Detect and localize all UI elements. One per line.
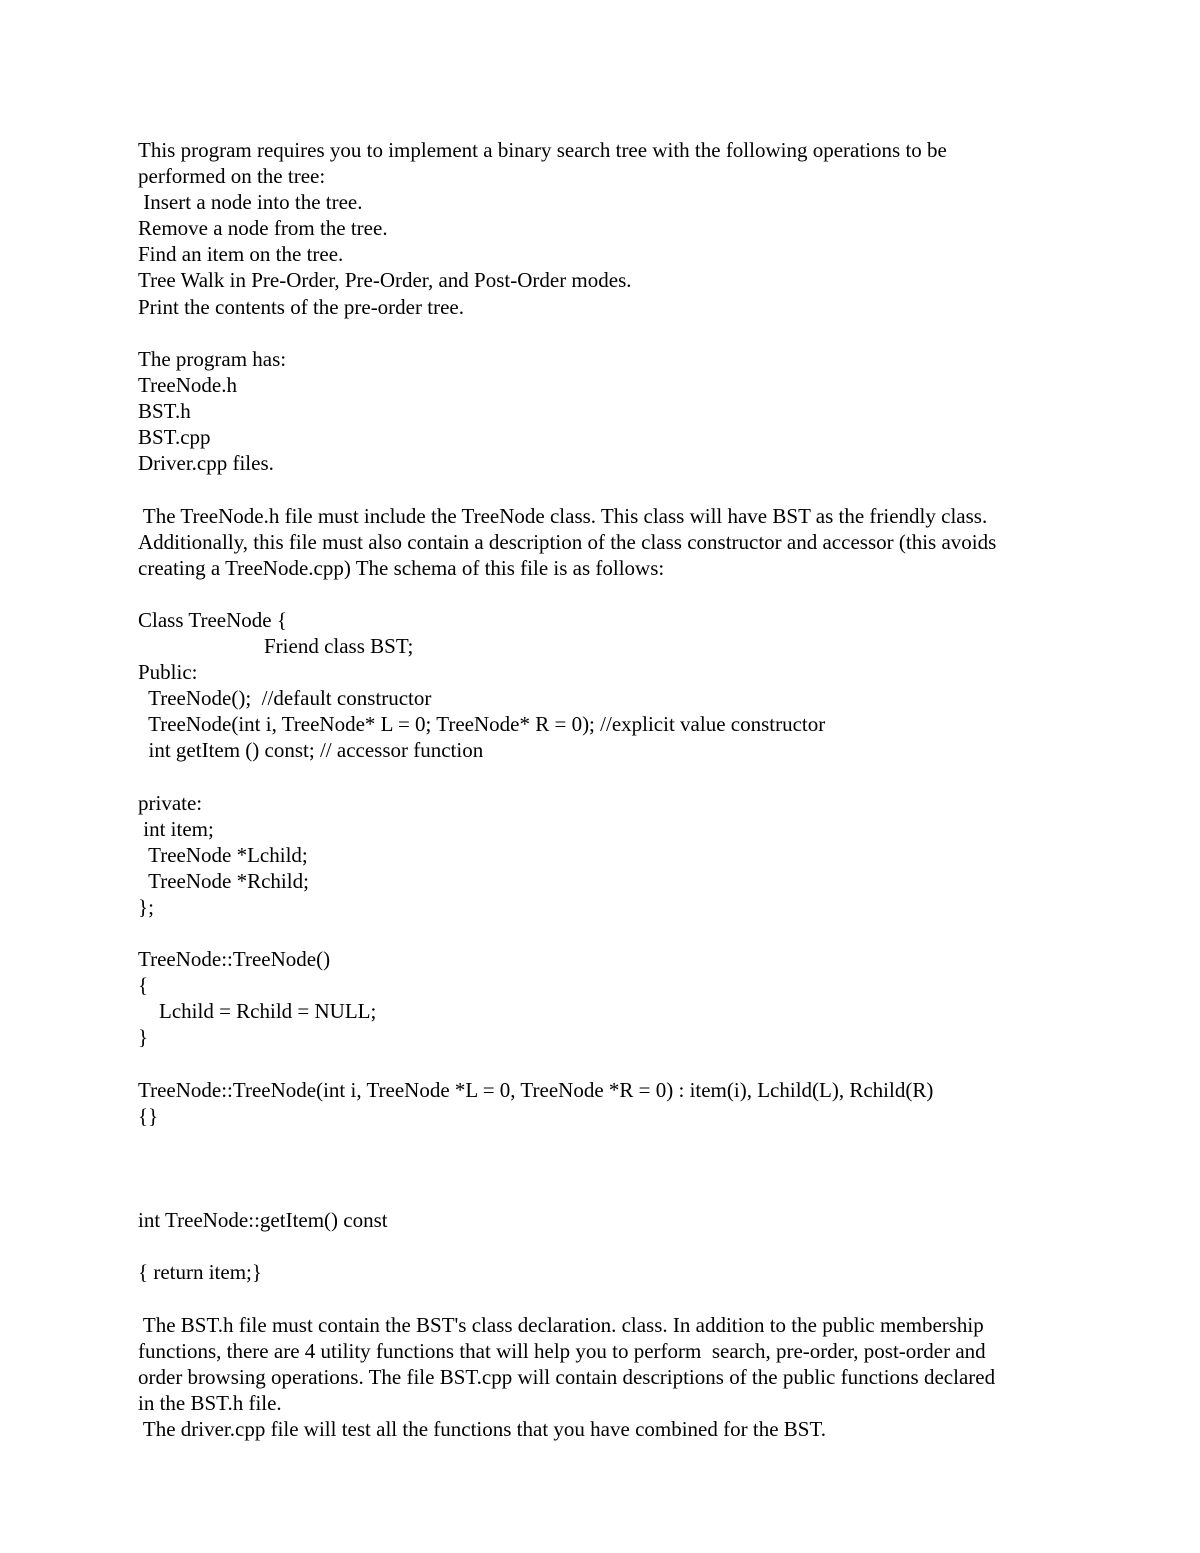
bst-desc-line: order browsing operations. The file BST.cpp will contain descriptions of the public functions declared — [138, 1365, 996, 1389]
code-line: }; — [138, 895, 154, 919]
code-line: TreeNode *Rchild; — [138, 869, 309, 893]
code-line: int getItem () const; // accessor function — [138, 738, 484, 762]
intro-line: performed on the tree: — [138, 164, 326, 188]
bst-desc-line: functions, there are 4 utility functions that will help you to perform search, pre-order, post-order and — [138, 1339, 986, 1363]
code-line: } — [138, 1025, 149, 1049]
code-line: Lchild = Rchild = NULL; — [138, 999, 377, 1023]
treenode-desc-line: The TreeNode.h file must include the TreeNode class. This class will have BST as the friendly class. — [138, 504, 988, 528]
treenode-desc-line: Additionally, this file must also contain a description of the class constructor and accessor (this avoids — [138, 530, 997, 554]
intro-line: Find an item on the tree. — [138, 242, 344, 266]
code-line: Class TreeNode { — [138, 608, 287, 632]
intro-line: This program requires you to implement a binary search tree with the following operations to be — [138, 138, 947, 162]
file-item: BST.h — [138, 399, 191, 423]
intro-line: Remove a node from the tree. — [138, 216, 388, 240]
code-line: TreeNode::TreeNode(int i, TreeNode *L = 0, TreeNode *R = 0) : item(i), Lchild(L), Rchild(R) — [138, 1078, 934, 1102]
intro-line: Tree Walk in Pre-Order, Pre-Order, and Post-Order modes. — [138, 268, 632, 292]
code-line: TreeNode *Lchild; — [138, 843, 308, 867]
code-line: Public: — [138, 660, 198, 684]
code-line: private: — [138, 791, 203, 815]
code-line: TreeNode(); //default constructor — [138, 686, 432, 710]
code-line: int TreeNode::getItem() const — [138, 1208, 388, 1232]
intro-line: Print the contents of the pre-order tree. — [138, 295, 464, 319]
code-line: TreeNode(int i, TreeNode* L = 0; TreeNode* R = 0); //explicit value constructor — [138, 712, 826, 736]
file-item: BST.cpp — [138, 425, 211, 449]
code-line: int item; — [138, 817, 214, 841]
bst-desc-line: The driver.cpp file will test all the functions that you have combined for the BST. — [138, 1417, 826, 1441]
code-line: Friend class BST; — [138, 634, 414, 658]
bst-desc-line: The BST.h file must contain the BST's class declaration. class. In addition to the public membership — [138, 1313, 984, 1337]
files-heading: The program has: — [138, 347, 287, 371]
intro-line: Insert a node into the tree. — [138, 190, 363, 214]
bst-desc-line: in the BST.h file. — [138, 1391, 282, 1415]
code-line: { return item;} — [138, 1260, 262, 1284]
code-line: {} — [138, 1104, 159, 1128]
code-line: { — [138, 973, 149, 997]
file-item: Driver.cpp files. — [138, 451, 274, 475]
treenode-desc-line: creating a TreeNode.cpp) The schema of this file is as follows: — [138, 556, 665, 580]
code-line: TreeNode::TreeNode() — [138, 947, 331, 971]
file-item: TreeNode.h — [138, 373, 237, 397]
